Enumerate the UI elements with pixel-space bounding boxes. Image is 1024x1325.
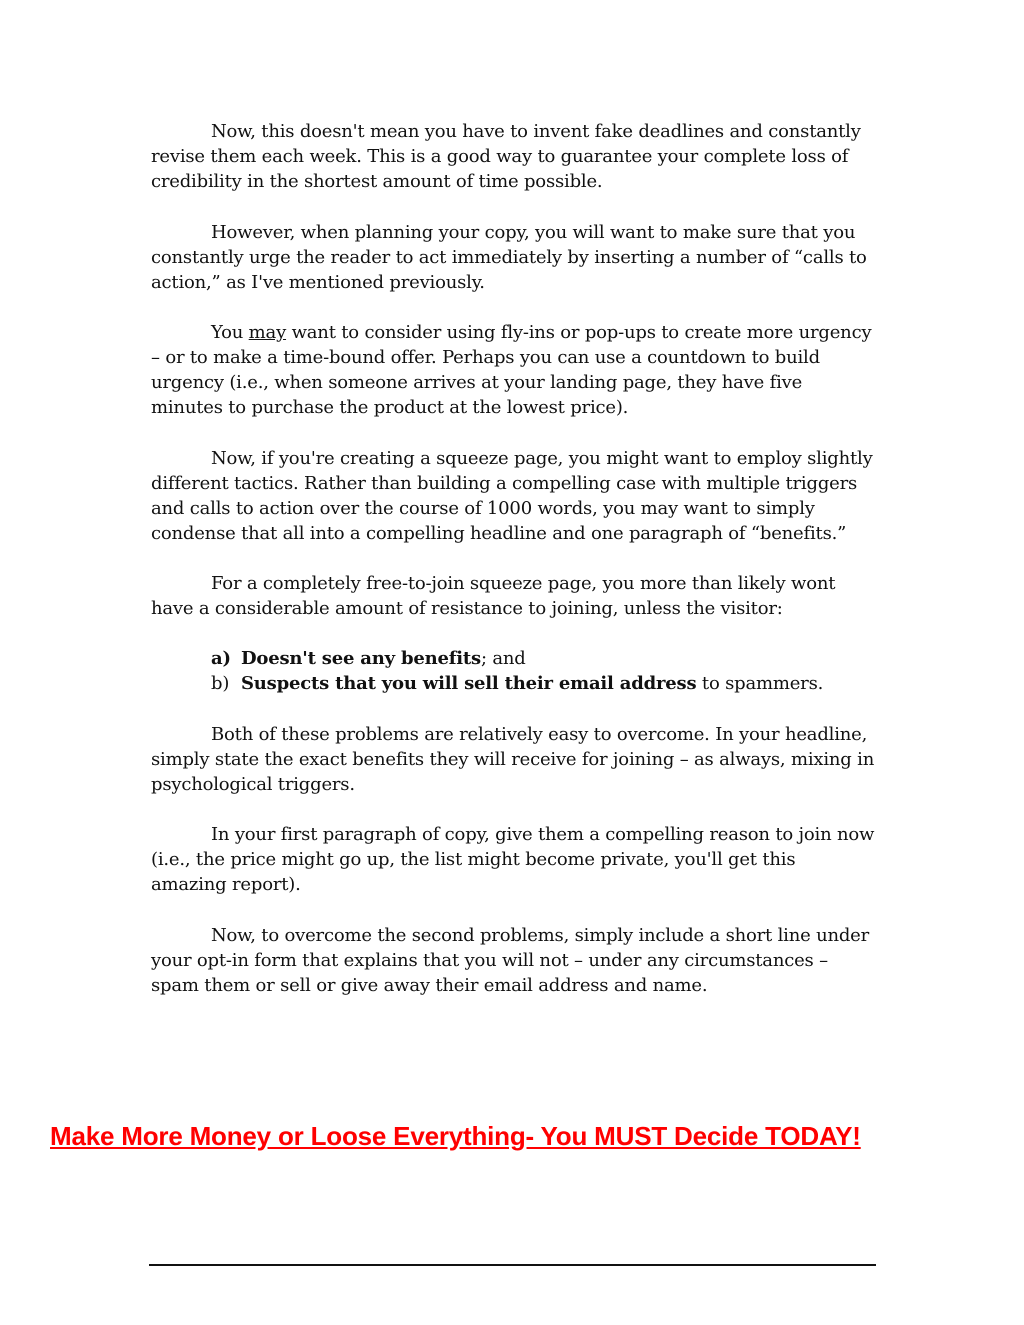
paragraph-first-paragraph: [151, 822, 875, 897]
list-marker: a): [211, 648, 231, 669]
underlined-word-may: may: [248, 322, 287, 343]
promo-link[interactable]: Make More Money or Loose Everything- You MUST Decide TODAY!: [50, 1121, 861, 1151]
paragraph-fake-deadlines: [151, 119, 875, 194]
list-item: [211, 646, 875, 671]
paragraph-squeeze-page: [151, 446, 875, 546]
paragraph-text: Now, this doesn't mean you have to invent fake deadlines and constantly revise them each week. This is a good way to guarantee your complete loss of credibility in the shortest amount of time possible.: [151, 121, 861, 192]
list-item-text: to spammers.: [696, 673, 824, 694]
paragraph-text: In your first paragraph of copy, give them a compelling reason to join now (i.e., the price might go up, the list might become private, you'll get this amazing report).: [151, 824, 875, 895]
list-item-bold-text: Suspects that you will sell their email address: [241, 673, 697, 694]
list-item: [211, 671, 875, 696]
list-marker: b): [211, 673, 230, 694]
footer-divider: [149, 1264, 876, 1266]
paragraph-fly-ins: [151, 320, 875, 420]
paragraph-text: Both of these problems are relatively easy to overcome. In your headline, simply state the exact benefits they will receive for joining – as always, mixing in psychological triggers.: [151, 724, 875, 795]
paragraph-text: However, when planning your copy, you will want to make sure that you constantly urge the reader to act immediately by inserting a number of “calls to action,” as I've mentioned previously.: [151, 222, 867, 293]
paragraph-free-to-join: [151, 571, 875, 621]
paragraph-text-start: You: [211, 322, 249, 343]
paragraph-overcome-problems: [151, 722, 875, 797]
paragraph-text: [151, 320, 875, 420]
paragraph-text: For a completely free-to-join squeeze page, you more than likely wont have a considerable amount of resistance to joining, unless the visitor:: [151, 573, 836, 619]
paragraph-calls-to-action: [151, 220, 875, 295]
paragraph-text: Now, to overcome the second problems, simply include a short line under your opt-in form that explains that you will not – under any circumstances – spam them or sell or give away their email address and name.: [151, 925, 870, 996]
paragraph-text-end: want to consider using fly-ins or pop-ups to create more urgency – or to make a time-bound offer. Perhaps you can use a countdown to build urgency (i.e., when someone arrives at your landing page, they have five minutes to purchase the product at the lowest price).: [151, 322, 872, 418]
objection-list: [211, 646, 875, 696]
list-item-bold-text: Doesn't see any benefits: [241, 648, 481, 669]
paragraph-second-problem: [151, 923, 875, 998]
list-item-text: ; and: [480, 648, 526, 669]
paragraph-text: Now, if you're creating a squeeze page, you might want to employ slightly different tactics. Rather than building a compelling case with multiple triggers and calls to action over the course of 1000 words, you may want to simply condense that all into a compelling headline and one paragraph of “benefits.”: [151, 448, 873, 544]
